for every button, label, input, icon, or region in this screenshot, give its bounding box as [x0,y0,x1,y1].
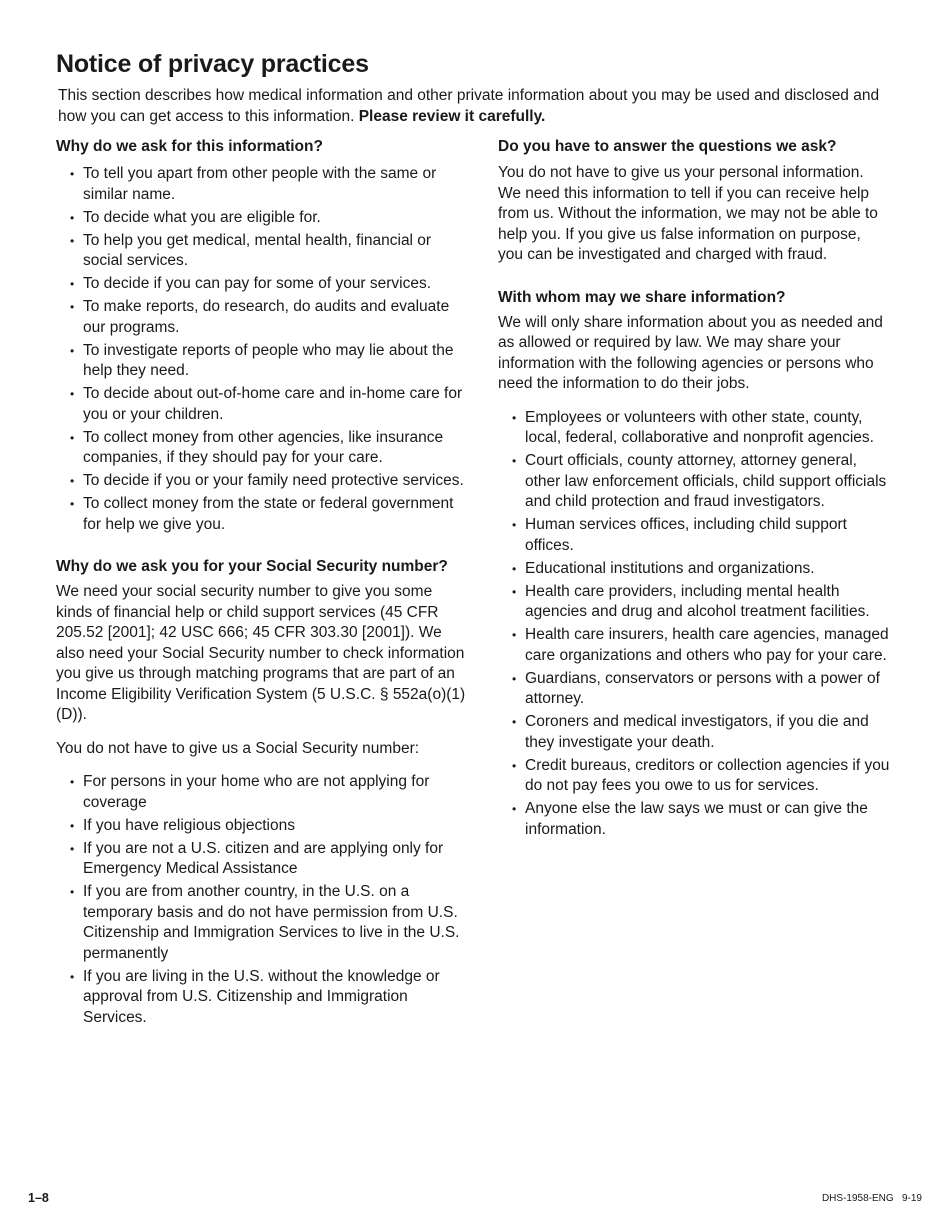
left-column [56,137,466,1031]
list-item-text: If you have religious objections [83,816,295,834]
list-item-text: Coroners and medical investigators, if you die and they investigate your death. [525,713,869,751]
why-ask-list [56,164,466,535]
list-item [56,297,466,338]
bullet-icon: • [70,210,75,225]
bullet-icon: • [70,497,75,511]
list-item-text: To investigate reports of people who may lie about the help they need. [83,341,454,379]
bullet-icon: • [70,775,75,789]
list-item [498,712,890,753]
list-item [498,451,890,513]
share-paragraph: We will only share information about you as needed and as allowed or required by law. We may share your information with the following agencies or persons who need the information to do their jobs. [498,313,883,392]
bullet-icon: • [512,410,517,425]
list-item-text: To help you get medical, mental health, financial or social services. [83,231,432,269]
list-item [56,772,466,813]
bullet-icon: • [70,818,75,833]
list-item [498,625,890,666]
section-heading-why-ask: Why do we ask for this information? [56,138,323,155]
intro-text: This section describes how medical information and other private information about you may be used and disclosed and how you can get access to this information. [58,87,880,125]
bullet-icon: • [70,277,75,291]
list-item [56,208,466,229]
list-item-text: Health care providers, including mental health agencies and drug and alcohol treatment facilities. [525,582,870,620]
list-item [56,494,466,535]
list-item-text: To decide what you are eligible for. [83,208,321,226]
bullet-icon: • [70,474,75,488]
bullet-icon: • [70,430,75,445]
list-item [56,274,466,295]
list-item-text: To decide if you or your family need protective services. [83,472,464,489]
intro-paragraph [58,85,898,127]
bullet-icon: • [70,167,75,181]
list-item-text: Human services offices, including child support offices. [525,516,847,554]
list-item [56,428,466,469]
list-item-text: Court officials, county attorney, attorney general, other law enforcement officials, child support officials and child protection and fraud investigators. [525,452,887,510]
list-item-text: To decide if you can pay for some of your services. [83,275,432,292]
list-item [498,582,890,623]
page-title: Notice of privacy practices [56,50,369,78]
list-item-text: Employees or volunteers with other state, county, local, federal, collaborative and nonprofit agencies. [525,408,874,446]
list-item-text: To collect money from the state or federal government for help we give you. [83,495,454,533]
list-item-text: If you are living in the U.S. without the knowledge or approval from U.S. Citizenship and Immigration Services. [83,967,440,1026]
list-item [498,515,890,556]
list-item [56,882,466,964]
bullet-icon: • [70,841,75,856]
list-item-text: To decide about out-of-home care and in-home care for you or your children. [83,385,463,423]
ssn-not-required: You do not have to give us a Social Security number: [56,739,420,757]
section-heading-must-answer: Do you have to answer the questions we ask? [498,138,837,155]
list-item-text: If you are from another country, in the U.S. on a temporary basis and do not have permission from U.S. Citizenship and Immigration Services to live in the U.S. permanently [83,883,460,962]
list-item [56,164,466,205]
share-recipients-list [498,408,890,841]
bullet-icon: • [512,671,517,686]
list-item [498,559,890,580]
list-item [498,799,890,840]
list-item [56,967,466,1029]
bullet-icon: • [70,343,75,358]
section-heading-share: With whom may we share information? [498,288,786,306]
list-item-text: To collect money from other agencies, like insurance companies, if they should pay for your care. [83,428,444,466]
ssn-exemptions-list [56,772,466,1028]
bullet-icon: • [70,300,75,314]
bullet-icon: • [512,454,517,468]
must-answer-paragraph: You do not have to give us your personal information. We need this information to tell if you can receive help from us. Without the information, we may not be able to help you. If you give us false information on purpose, you can be investigated and charged with fraud. [498,164,878,263]
list-item [498,756,890,797]
list-item-text: Guardians, conservators or persons with a power of attorney. [525,669,880,707]
list-item [56,471,466,492]
list-item [56,341,466,382]
bullet-icon: • [512,584,517,599]
list-item-text: Anyone else the law says we must or can give the information. [525,800,868,838]
bullet-icon: • [512,628,517,642]
bullet-icon: • [512,715,517,729]
list-item [56,384,466,425]
list-item [498,408,890,449]
bullet-icon: • [70,233,75,248]
list-item-text: To tell you apart from other people with the same or similar name. [83,165,437,203]
page-number: 1–8 [28,1191,49,1205]
list-item-text: Credit bureaus, creditors or collection agencies if you do not pay fees you owe to us for services. [525,756,890,794]
list-item [498,669,890,710]
bullet-icon: • [70,885,75,899]
form-number: DHS-1958-ENG 9-19 [821,1193,922,1204]
list-item [56,816,466,837]
bullet-icon: • [512,802,517,816]
bullet-icon: • [70,969,75,984]
bullet-icon: • [70,387,75,401]
ssn-paragraph: We need your social security number to give you some kinds of financial help or child support services (45 CFR 205.52 [2001]; 42 USC 666; 45 CFR 303.30 [2001]). We also need your Social Security number to check information you give us through matching programs that are part of an Income Eligibility Verification System (5 U.S.C. § 552a(o)(1)(D)). [56,583,466,723]
bullet-icon: • [512,758,517,773]
bullet-icon: • [512,518,517,532]
list-item-text: To make reports, do research, do audits and evaluate our programs. [83,298,450,336]
list-item-text: If you are not a U.S. citizen and are applying only for Emergency Medical Assistance [83,839,444,877]
list-item-text: For persons in your home who are not applying for coverage [83,773,430,811]
intro-emphasis: Please review it carefully. [358,108,546,125]
list-item [56,231,466,272]
list-item [56,839,466,880]
right-column [498,137,890,843]
list-item-text: Educational institutions and organizations. [525,559,815,577]
section-heading-ssn: Why do we ask you for your Social Security number? [56,558,448,575]
bullet-icon: • [512,561,517,576]
list-item-text: Health care insurers, health care agencies, managed care organizations and others who pay for your care. [525,626,889,664]
